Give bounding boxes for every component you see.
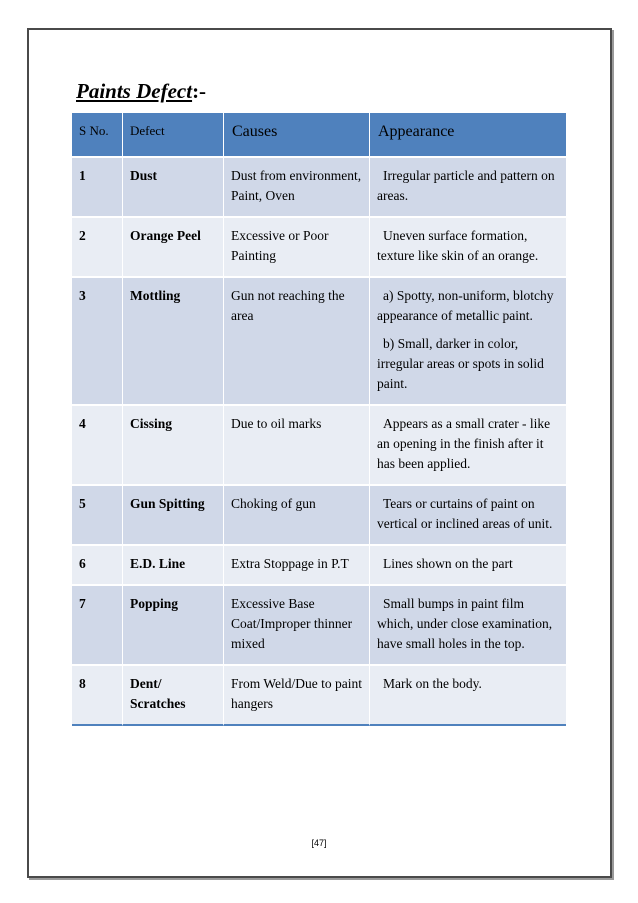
- cell-appearance: [370, 406, 566, 486]
- cell-sno: 3: [72, 278, 123, 406]
- cell-sno: 4: [72, 406, 123, 486]
- cell-sno: 2: [72, 218, 123, 278]
- cell-appearance: [370, 586, 566, 666]
- appearance-paragraph: a) Spotty, non-uniform, blotchy appearance of metallic paint.: [377, 288, 554, 323]
- heading-suffix: :-: [192, 79, 207, 103]
- table-header-row: [72, 113, 566, 158]
- cell-sno: 7: [72, 586, 123, 666]
- cell-causes: From Weld/Due to paint hangers: [224, 666, 370, 726]
- appearance-paragraph: b) Small, darker in color, irregular areas or spots in solid paint.: [377, 336, 544, 391]
- cell-causes: Gun not reaching the area: [224, 278, 370, 406]
- cell-defect: Dent/ Scratches: [123, 666, 224, 726]
- column-header-sno: S No.: [72, 113, 123, 158]
- appearance-paragraph: Tears or curtains of paint on vertical or inclined areas of unit.: [377, 496, 553, 531]
- cell-appearance: [370, 546, 566, 586]
- cell-defect: Orange Peel: [123, 218, 224, 278]
- cell-causes: Choking of gun: [224, 486, 370, 546]
- cell-appearance: [370, 486, 566, 546]
- cell-appearance: [370, 218, 566, 278]
- cell-defect: Dust: [123, 158, 224, 218]
- appearance-paragraph: Lines shown on the part: [383, 556, 513, 571]
- page-number: [47]: [311, 838, 327, 848]
- cell-defect: Popping: [123, 586, 224, 666]
- table-row: [72, 586, 566, 666]
- cell-appearance: [370, 666, 566, 726]
- table-row: [72, 158, 566, 218]
- cell-sno: 8: [72, 666, 123, 726]
- cell-sno: 6: [72, 546, 123, 586]
- cell-causes: Extra Stoppage in P.T: [224, 546, 370, 586]
- table-row: [72, 666, 566, 726]
- cell-defect: Mottling: [123, 278, 224, 406]
- table-row: [72, 218, 566, 278]
- table-row: [72, 486, 566, 546]
- section-heading: [76, 79, 206, 103]
- table-row: [72, 406, 566, 486]
- cell-causes: Due to oil marks: [224, 406, 370, 486]
- appearance-paragraph: Irregular particle and pattern on areas.: [377, 168, 555, 203]
- cell-defect: E.D. Line: [123, 546, 224, 586]
- cell-sno: 1: [72, 158, 123, 218]
- cell-causes: Excessive Base Coat/Improper thinner mixed: [224, 586, 370, 666]
- table-row: [72, 278, 566, 406]
- column-header-defect: Defect: [123, 113, 224, 158]
- cell-causes: Dust from environment, Paint, Oven: [224, 158, 370, 218]
- column-header-appearance: Appearance: [370, 113, 566, 158]
- appearance-paragraph: Uneven surface formation, texture like skin of an orange.: [377, 228, 539, 263]
- table-row: [72, 546, 566, 586]
- cell-defect: Gun Spitting: [123, 486, 224, 546]
- cell-defect: Cissing: [123, 406, 224, 486]
- cell-appearance: [370, 158, 566, 218]
- appearance-paragraph: Small bumps in paint film which, under close examination, have small holes in the top.: [377, 596, 553, 651]
- cell-sno: 5: [72, 486, 123, 546]
- cell-causes: Excessive or Poor Painting: [224, 218, 370, 278]
- heading-title: Paints Defect: [76, 79, 193, 103]
- cell-appearance: [370, 278, 566, 406]
- appearance-paragraph: Mark on the body.: [383, 676, 482, 691]
- table-body: [72, 158, 566, 726]
- column-header-causes: Causes: [224, 113, 370, 158]
- appearance-paragraph: Appears as a small crater - like an opening in the finish after it has been applied.: [377, 416, 551, 471]
- paint-defects-table: [72, 113, 566, 726]
